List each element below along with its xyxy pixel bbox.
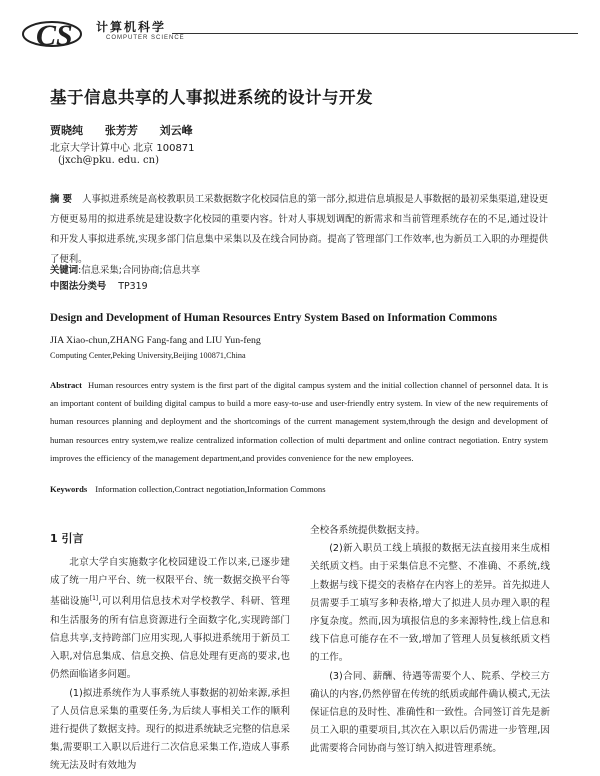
paper-title-en: Design and Development of Human Resources Entry System Based on Information Commons (50, 312, 497, 324)
body-right-column (310, 522, 550, 759)
abstract-cn-text: 人事拟进系统是高校教职员工采数据数字化校园信息的第一部分,拟进信息填报是人事数据的最初采集渠道,建设更方便更易用的拟进系统是建设数字化校园的重要内容。针对人事规划调配的新需求和当前管理系统存在的不足,通过设计和开发人事拟进系统,实现多部门信息集中采集以及在线合同协商。提高了管理部门工作效率,也为新员工入职的办理提供了便利。 (50, 194, 549, 265)
keywords-cn-label: 关键词 (50, 265, 79, 276)
affiliation: 北京大学计算中心 北京 100871 (50, 143, 195, 154)
keywords-en-text: Information collection,Contract negotiation,Information Commons (95, 484, 326, 494)
section-heading: 1 引言 (50, 532, 84, 545)
keywords-en (50, 484, 326, 494)
body-paragraph: (3)合同、薪酬、待遇等需要个人、院系、学校三方确认的内容,仍然停留在传统的纸质或邮件确认模式,无法保证信息的及时性、准确性和一致性。合同签订首先是新员工入职的重要项目,其次在入职以后仍需进一步管理,因此需要将合同协商与签订纳入拟进管理系统。 (310, 670, 550, 755)
header-divider (172, 33, 578, 34)
authors-en: JIA Xiao-chun,ZHANG Fang-fang and LIU Yun-feng (50, 335, 261, 346)
affiliation-en: Computing Center,Peking University,Beijing 100871,China (50, 351, 246, 360)
journal-header (22, 14, 578, 54)
abstract-en-text: Human resources entry system is the first part of the digital campus system and the initial collection channel of personnel data. It is an important content of building digital campus to build a more easy-to-use and user-friendly entry system. In view of the new requirements of human resources planning and deployment and the shortcomings of the current management system,through the design and development of human resources entry system,we realize centralized information collection of multi department and online contract negotiation. Entry system improves the efficiency of the management department,and provides convenience for the new employees. (50, 380, 548, 463)
body-paragraph: 全校各系统提供数据支持。 (310, 525, 426, 536)
body-left-column (50, 530, 290, 776)
classification-number (50, 278, 148, 292)
journal-logo-icon (22, 14, 92, 50)
citation-ref: [1] (89, 595, 99, 603)
abstract-cn-label: 摘 要 (50, 194, 73, 205)
journal-subtitle: COMPUTER SCIENCE (106, 35, 185, 41)
classification-label: 中图法分类号 (50, 281, 107, 292)
authors: 贾晓纯 张芳芳 刘云峰 (50, 124, 193, 137)
logo-text: CS (36, 19, 73, 50)
paper-title: 基于信息共享的人事拟进系统的设计与开发 (50, 88, 373, 107)
author-email: (jxch@pku. edu. cn) (58, 155, 160, 166)
keywords-cn (50, 262, 200, 276)
abstract-en (50, 376, 548, 467)
body-paragraph: 北京大学自实施数字化校园建设工作以来,已逐步建成了统一用户平台、统一权限平台、统一数据交换平台等基础设施[1],可以利用信息技术对学校教学、科研、管理和生活服务的所有信息资源进行全面数字化,实现跨部门信息共享,支持跨部门应用实现,人事拟进系统用于新员工入职,对信息集成、信息交换、信息处理有更高的要求,也仍然面临诸多问题。 (50, 557, 290, 681)
keywords-en-label: Keywords (50, 484, 88, 494)
body-paragraph: (1)拟进系统作为人事系统人事数据的初始来源,承担了人员信息采集的重要任务,为后续人事相关工作的顺利进行提供了数据支持。现行的拟进系统缺乏完整的信息采集,需要职工入职以后进行二次信息采集工作,造成人事系统无法及时有效地为 (50, 687, 290, 772)
classification-value: TP319 (118, 281, 148, 292)
abstract-cn (50, 190, 548, 270)
body-paragraph: (2)新入职员工线上填报的数据无法直接用来生成相关纸质文档。由于采集信息不完整、不准确、不系统,线上数据与线下提交的表格存在内容上的差异。首先拟进人员需要手工填写多种表格,增大了拟进人员办理入职的程序复杂度。然而,因为填报信息的多来源特性,线上信息和线下信息可能存在不一致,增加了管理人员复核纸质文档的工作。 (310, 543, 550, 664)
journal-name: 计算机科学 (96, 20, 167, 34)
keywords-cn-text: :信息采集;合同协商;信息共享 (78, 265, 201, 276)
abstract-en-label: Abstract (50, 380, 82, 390)
